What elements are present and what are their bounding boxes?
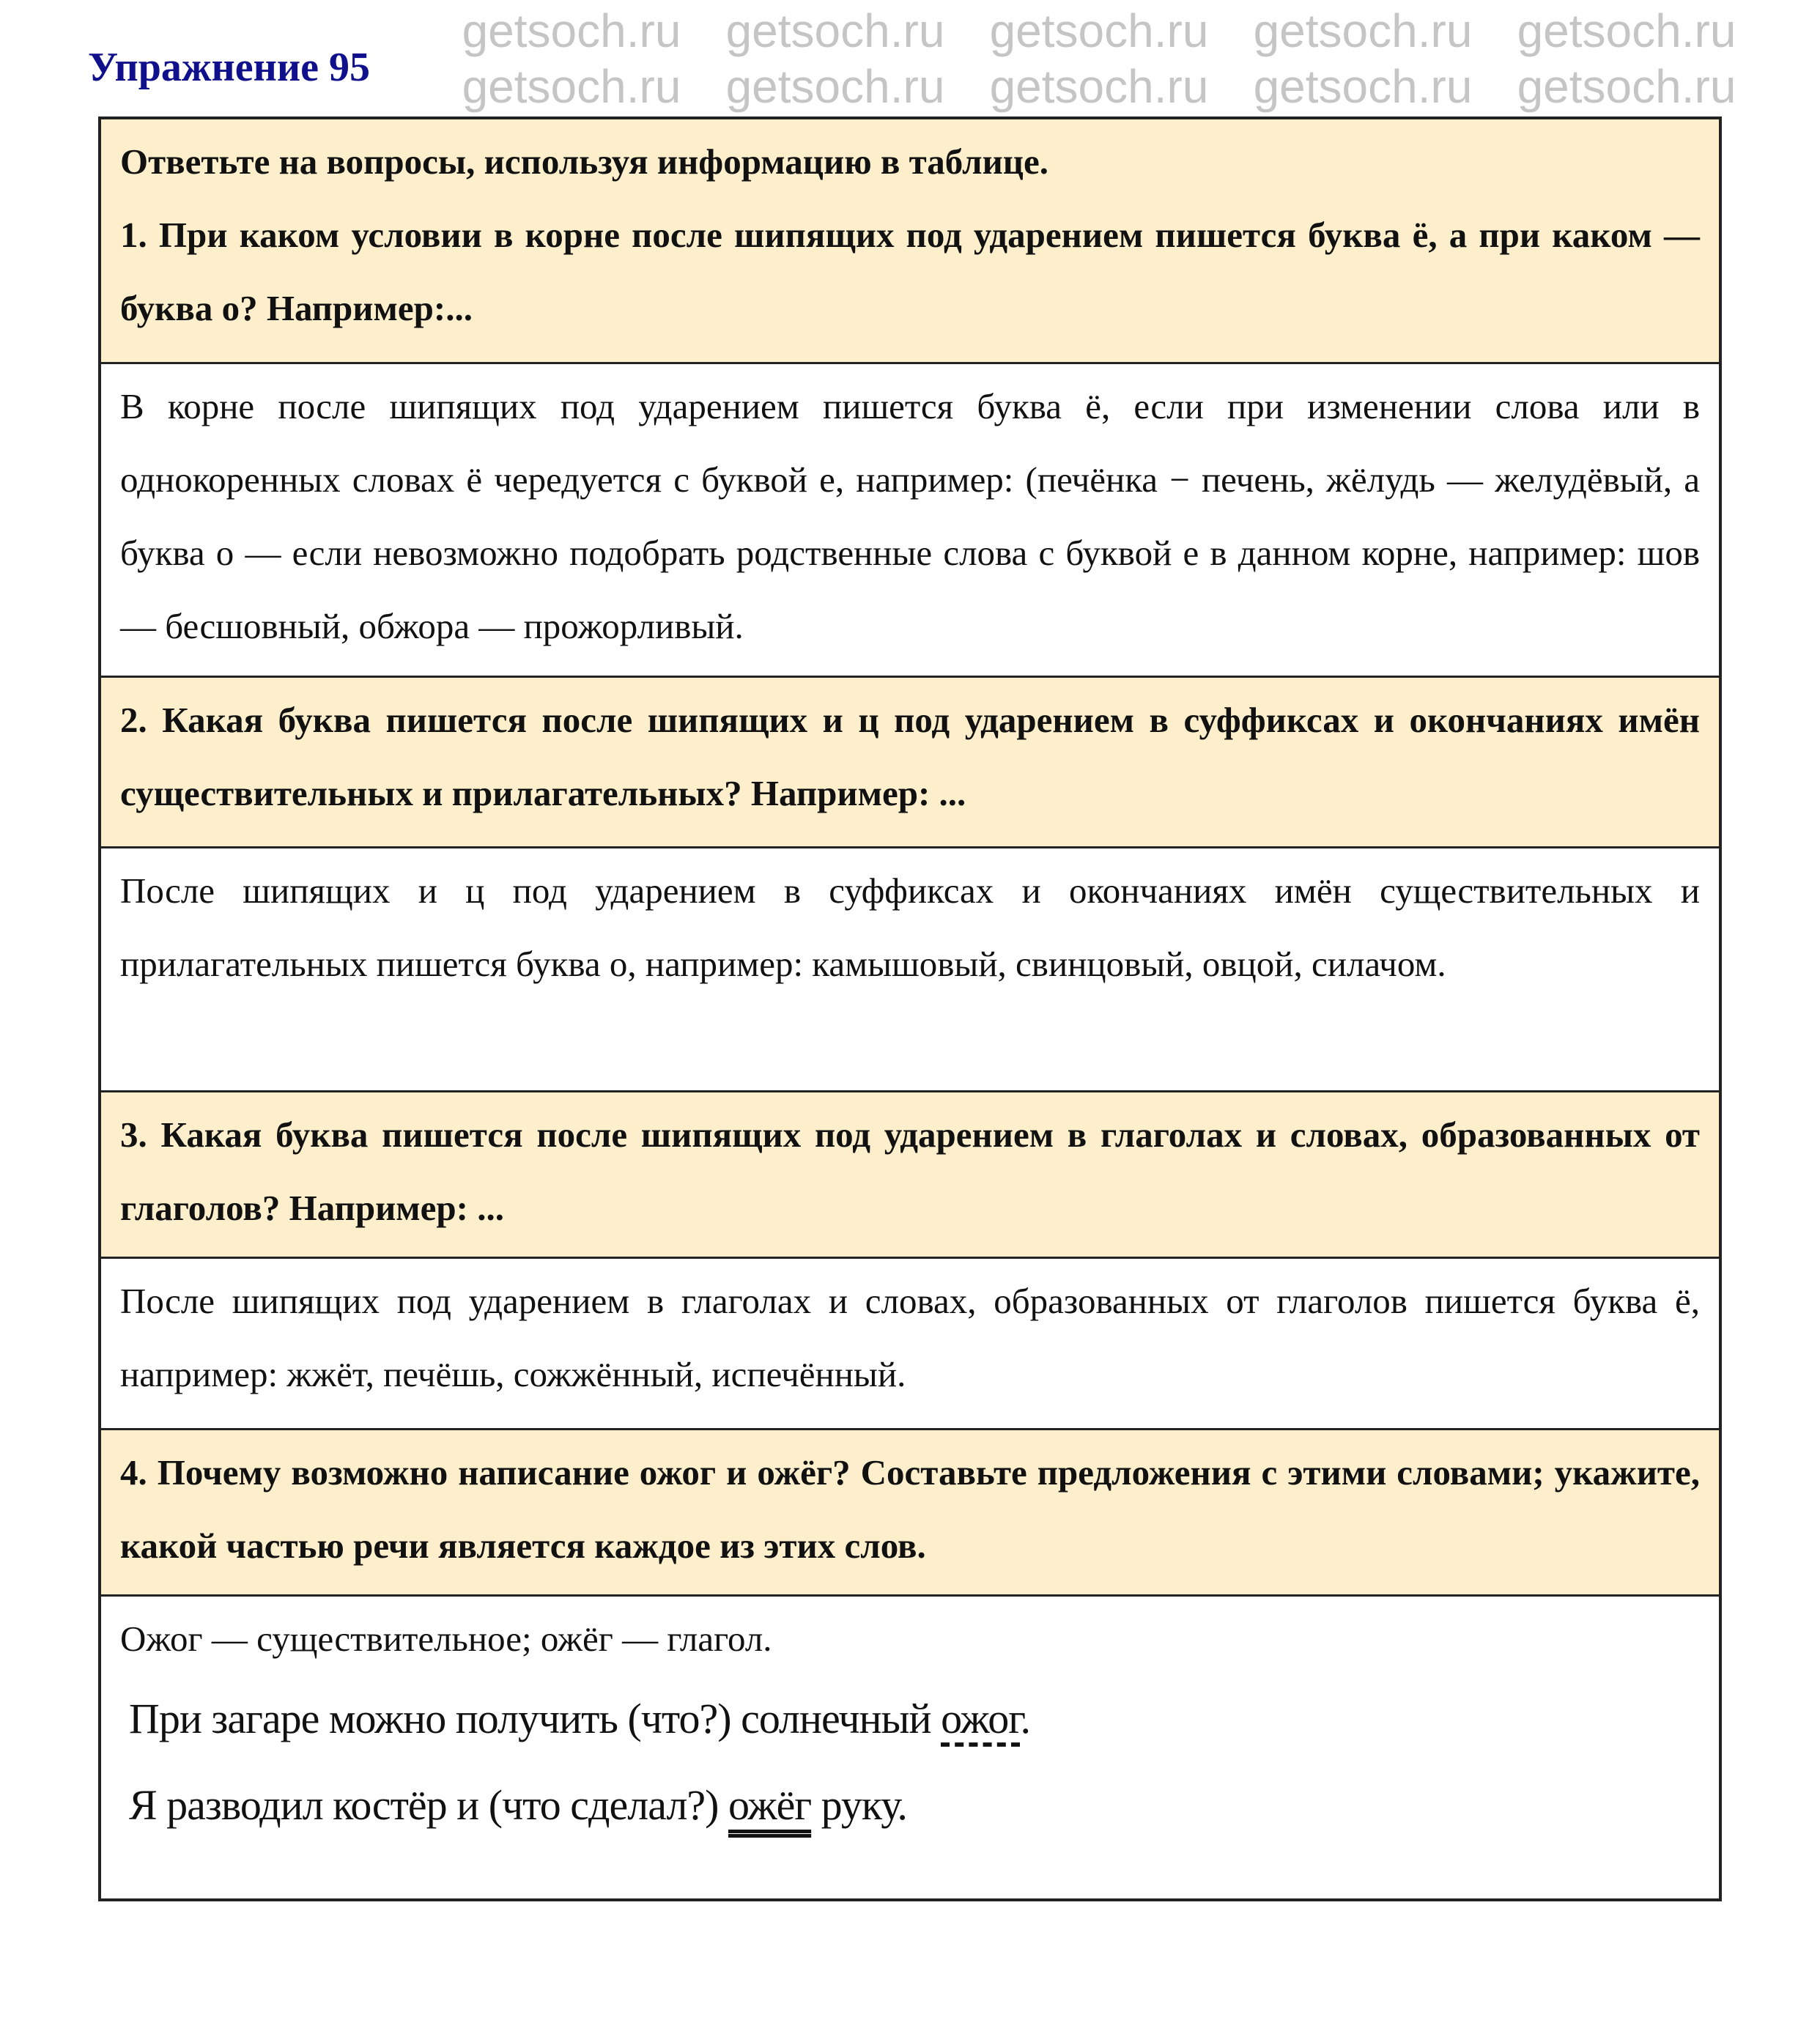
answer-2: После шипящих и ц под ударением в суффиксах и окончаниях имён существительных и прилагательных пишется буква о, например: камышовый, свинцовый, овцой, силачом. bbox=[100, 847, 1720, 1091]
qa-table bbox=[98, 117, 1722, 1901]
watermark: getsoch.ru bbox=[462, 4, 681, 57]
question-row-4 bbox=[100, 1429, 1720, 1595]
watermark: getsoch.ru bbox=[989, 4, 1209, 57]
underlined-verb: ожёг bbox=[728, 1780, 812, 1829]
answer-row-2 bbox=[100, 847, 1720, 1091]
watermark: getsoch.ru bbox=[1517, 4, 1736, 57]
watermark: getsoch.ru bbox=[989, 60, 1209, 113]
answer-3: После шипящих под ударением в глаголах и словах, образованных от глаголов пишется буква ё, например: жжёт, печёшь, сожжённый, испечённый. bbox=[100, 1257, 1720, 1429]
watermark: getsoch.ru bbox=[1253, 60, 1473, 113]
watermark: getsoch.ru bbox=[725, 60, 945, 113]
question-row-3 bbox=[100, 1091, 1720, 1257]
question-1: 1. При каком условии в корне после шипящих под ударением пишется буква ё, а при каком — буква о? Например:... bbox=[120, 215, 1700, 328]
question-row-2 bbox=[100, 676, 1720, 847]
watermark: getsoch.ru bbox=[1517, 60, 1736, 113]
exercise-title: Упражнение 95 bbox=[88, 45, 371, 90]
example-sentence-1: При загаре можно получить (что?) солнечный ожог. bbox=[129, 1694, 1030, 1742]
question-4: 4. Почему возможно написание ожог и ожёг? Составьте предложения с этими словами; укажите, какой частью речи является каждое из этих слов. bbox=[100, 1429, 1720, 1595]
answer-4: Ожог — существительное; ожёг — глагол. bbox=[120, 1618, 772, 1659]
watermark: getsoch.ru bbox=[725, 4, 945, 57]
question-row-1 bbox=[100, 118, 1720, 363]
answer-row-1 bbox=[100, 363, 1720, 676]
answer-row-3 bbox=[100, 1257, 1720, 1429]
underlined-noun: ожог bbox=[941, 1694, 1021, 1742]
answer-1: В корне после шипящих под ударением пишется буква ё, если при изменении слова или в однокоренных словах ё чередуется с буквой е, например: (печёнка − печень, жёлудь — желудёвый, а буква о — если невозможно подобрать родственные слова с буквой е в данном корне, например: шов — бесшовный, обжора — прожорливый. bbox=[100, 363, 1720, 676]
watermark: getsoch.ru bbox=[462, 60, 681, 113]
watermark: getsoch.ru bbox=[1253, 4, 1473, 57]
question-2: 2. Какая буква пишется после шипящих и ц под ударением в суффиксах и окончаниях имён существительных и прилагательных? Например: ... bbox=[100, 676, 1720, 847]
answer-row-4 bbox=[100, 1595, 1720, 1900]
example-sentence-2: Я разводил костёр и (что сделал?) ожёг руку. bbox=[129, 1780, 907, 1829]
question-3: 3. Какая буква пишется после шипящих под ударением в глаголах и словах, образованных от глаголов? Например: ... bbox=[100, 1091, 1720, 1257]
instruction: Ответьте на вопросы, используя информацию в таблице. bbox=[120, 141, 1049, 182]
